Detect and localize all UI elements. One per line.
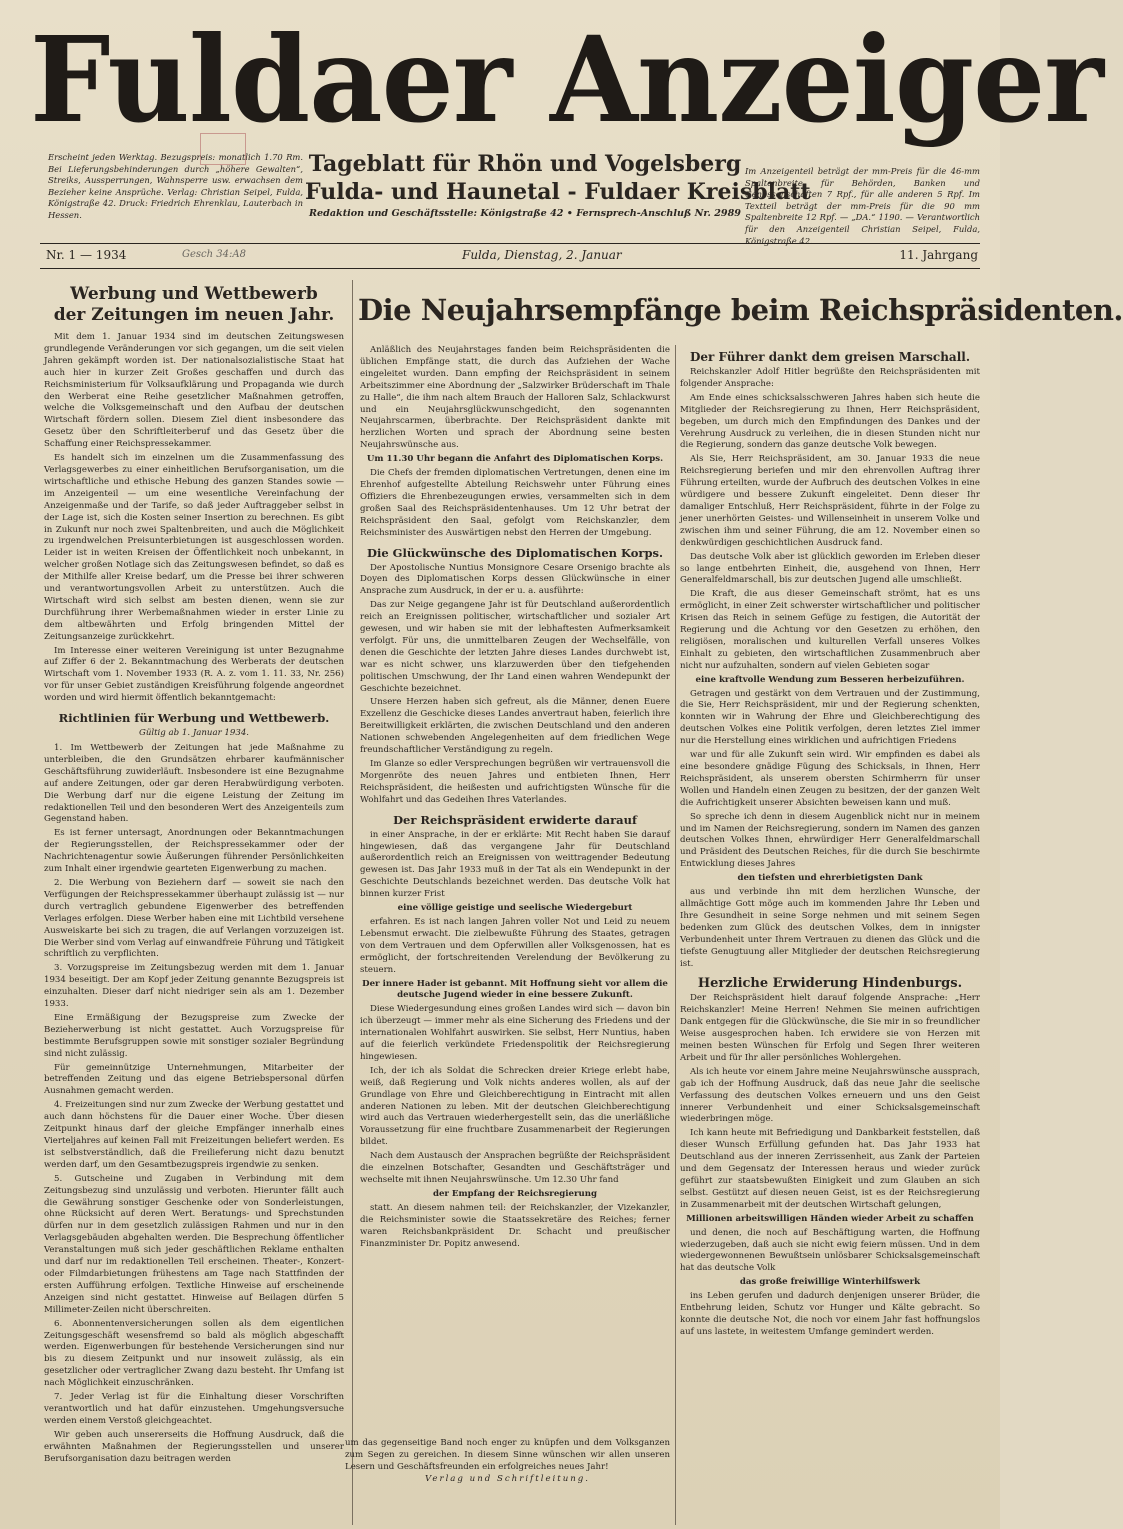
main-headline: Die Neujahrsempfänge beim Reichspräsidenten. [358, 293, 1123, 327]
pencil-note: Gesch 34:A8 [182, 249, 246, 260]
column-rule [352, 280, 353, 1525]
emphasis-line: Um 11.30 Uhr begann die Anfahrt des Diplomatischen Korps. [366, 454, 664, 465]
publisher-signature: Verlag und Schriftleitung. [424, 1473, 591, 1484]
paragraph: und denen, die noch auf Beschäftigung warten, die Hoffnung wiederzugeben, daß auch sie nicht ewig feiern müssen. Und in dem wiedergewonnenen Bewußtsein unlösbarer Schicksalsgemeinschaft hat das deutsche Volk [680, 1227, 980, 1274]
left-subhead: Richtlinien für Werbung und Wettbewerb. [58, 711, 330, 726]
subtitle-line-3: Redaktion und Geschäftsstelle: Königstraße 42 • Fernsprech-Anschluß Nr. 2989 [309, 208, 741, 219]
paragraph: Die Chefs der fremden diplomatischen Vertretungen, denen eine im Ehrenhof aufgestellte Abteilung Reichswehr unter Führung eines Offiziers die Ehrenbezeugungen erwies, versammelten sich in dem großen Saal des Reichspräsidentenhauses. Um 12 Uhr betrat der Reichspräsident den Saal, gefolgt vom Reichskanzler, dem Reichsminister des Auswärtigen nebst den Herren der Umgebung. [360, 468, 670, 538]
paragraph: So spreche ich denn in diesem Augenblick nicht nur in meinem und im Namen der Reichsregierung, sondern im Namen des ganzen deutschen Volkes Ihnen, ehrwürdiger Herr Generalfeldmarschall und Präsident des Deutschen Reiches, für die durch Sie beschirmte Entwicklung dieses Jahres [680, 811, 980, 870]
right-article-body [680, 350, 980, 1527]
emphasis-line: den tiefsten und ehrerbietigsten Dank [737, 873, 923, 884]
paragraph: Es ist ferner untersagt, Anordnungen oder Bekanntmachungen der Regierungsstellen, der Reichspressekammer oder der Nachrichtenagentur sowie Äußerungen führender Persönlichkeiten zum Inhalt einer irgendwie gearteten Eigenwerbung zu machen. [44, 828, 344, 875]
paragraph: Mit dem 1. Januar 1934 sind im deutschen Zeitungswesen grundlegende Veränderungen vor sich gegangen, um die seit vielen Jahren gekämpft worden ist. Der nationalsozialistische Staat hat auch hier in kurzer Zeit Großes geschaffen und durch das Reichsministerium für Volksaufklärung und Propaganda wie durch den Werberat eine Reihe gesetzlicher Maßnahmen getroffen, welche die Volksgemeinschaft und den Aufbau der deutschen Wirtschaft fördern sollen. Diesem Ziel dient insbesondere das Gesetz über den Schriftleiterberuf und das Gesetz über die Schaffung einer Reichspressekammer. [44, 332, 344, 450]
subtitle-line-1: Tageblatt für Rhön und Vogelsberg [308, 151, 742, 177]
dateline [42, 244, 980, 266]
paragraph: ins Leben gerufen und dadurch denjenigen unserer Brüder, die Entbehrung leiden, Schutz vor Hunger und Kälte gebracht. So konnte die deutsche Not, die noch vor einem Jahr fast hoffnungslos auf uns lastete, in weitestem Umfange gemindert werden. [680, 1291, 980, 1337]
publisher-note-text: um das gegenseitige Band noch enger zu knüpfen und dem Volksganzen zum Segen zu gereichen. In diesem Sinne wünschen wir allen unseren Lesern und Geschäftsfreunden ein erfolgreiches neues Jahr! [345, 1438, 670, 1472]
library-stamp [200, 133, 246, 165]
emphasis-line: das große freiwillige Winterhilfswerk [739, 1277, 921, 1288]
paragraph: 2. Die Werbung von Beziehern darf — soweit sie nach den Verfügungen der Reichspressekammer überhaupt zulässig ist — nur durch vertraglich gebundene Eigenwerber des betreffenden Verlages erfolgen. Diese Werber haben eine mit Lichtbild versehene Ausweiskarte bei sich zu tragen, die auf Verlangen vorzuzeigen ist. Die Werber sind vom Verlag auf einwandfreie Führung und Tätigkeit schriftlich zu verpflichten. [44, 877, 344, 960]
paragraph: Im Interesse einer weiteren Vereinigung ist unter Bezugnahme auf Ziffer 6 der 2. Bekanntmachung des Werberats der deutschen Wirtschaft vom 1. November 1933 (R. A. z. vom 1. 11. 33, Nr. 256) vor für unser Gebiet zuständigen Kreisführung folgende angeordnet worden und wird hiermit öffentlich bekanntgemacht: [44, 645, 344, 704]
paragraph: Ich, der ich als Soldat die Schrecken dreier Kriege erlebt habe, weiß, daß Regierung und Volk nichts anderes wollen, als auf der Grundlage von Ehre und Gleichberechtigung in Eintracht mit allen anderen Nationen zu leben. Mit der deutschen Gleichberechtigung wird auch das Vertrauen wiederhergestellt sein, das die unerläßliche Voraussetzung für eine fruchtbare Zusammenarbeit der Regierungen bildet. [360, 1065, 670, 1148]
paragraph: 7. Jeder Verlag ist für die Einhaltung dieser Vorschriften verantwortlich und hat dafür einzustehen. Umgehungsversuche werden einem Verstoß gleichgeachtet. [44, 1392, 344, 1426]
right-subhead: Herzliche Erwiderung Hindenburgs. [697, 976, 963, 992]
place-date: Fulda, Dienstag, 2. Januar [462, 248, 622, 262]
emphasis-line: eine kraftvolle Wendung zum Besseren herbeizuführen. [695, 674, 965, 685]
emphasis-line: eine völlige geistige und seelische Wiedergeburt [397, 903, 633, 914]
column-rule [675, 345, 676, 1525]
paragraph: war und für alle Zukunft sein wird. Wir empfinden es dabei als eine besondere gnädige Fügung des Schicksals, in Ihnen, Herr Reichspräsident, als unserem obersten Schirmherrn für unser Wollen und Handeln einen Zeugen zu besitzen, der der ganzen Welt die Aufrichtigkeit unserer Absichten beweisen kann und muß. [680, 750, 980, 808]
left-article-body [44, 332, 344, 1527]
paragraph: 6. Abonnentenversicherungen sollen als dem eigentlichen Zeitungsgeschäft wesensfremd so bald als möglich abgeschafft werden. Eigenwerbungen für bestehende Versicherungen sind nur bis zu diesem Zeitpunkt und nur insoweit zulässig, als ein gesetzlicher oder vertraglicher Zwang dazu besteht. Ihr Umfang ist nach Möglichkeit einzuschränken. [44, 1318, 344, 1389]
paragraph: aus und verbinde ihn mit dem herzlichen Wunsche, der allmächtige Gott möge auch im kommenden Jahre Ihr Leben und Ihre Gesundheit in seine Sorge nehmen und mit seinem Segen bedenken zum Glück des deutschen Volkes, dem in innigster Verbundenheit unter Ihrem Vertrauen zu dienen das Glück und die tiefste Genugtuung aller Mitglieder der deutschen Reichsregierung ist. [680, 887, 980, 969]
paragraph: 4. Freizeitungen sind nur zum Zwecke der Werbung gestattet und auch dann höchstens für die Dauer einer Woche. Über diesen Zeitpunkt hinaus darf der gleiche Empfänger innerhalb eines Vierteljahres auf keinen Fall mit Freizeitungen beliefert werden. Es ist selbstverständlich, daß die Freilieferung nicht dazu benutzt werden darf, um den Gesamtbezugspreis irgendwie zu senken. [44, 1100, 344, 1170]
paragraph: 3. Vorzugspreise im Zeitungsbezug werden mit dem 1. Januar 1934 beseitigt. Der am Kopf jeder Zeitung genannte Bezugspreis ist einzuhalten. Dieser darf nicht niedriger sein als am 1. Dezember 1933. [44, 963, 344, 1010]
masthead-subtitle [305, 150, 811, 222]
paragraph: Unsere Herzen haben sich gefreut, als die Männer, denen Euere Exzellenz die Geschicke dieses Landes anvertraut haben, feierlich ihre Bereitwilligkeit erklärten, die zwischen Deutschland und den anderen Nationen schwebenden Angelegenheiten auf dem friedlichen Wege freundschaftlicher Verständigung zu regeln. [360, 697, 670, 756]
paragraph: 5. Gutscheine und Zugaben in Verbindung mit dem Zeitungsbezug sind unzulässig und verboten. Hierunter fällt auch die Gewährung sonstiger Geschenke oder von Sonderleistungen, ohne Rücksicht auf deren Wert. Beratungs- und Sprechstunden dürfen nur in dem gesetzlich zulässigen Rahmen und nur in den Verlagsgebäuden abgehalten werden. Die Besprechung öffentlicher Veranstaltungen muß sich jeder geschäftlichen Reklame enthalten und darf nur im redaktionellen Teil erscheinen. Theater-, Konzert- oder Filmdarbietungen frühestens am Tage nach Stattfinden der ersten Aufführung erfolgen. Textliche Hinweise auf erscheinende Anzeigen sind nicht gestattet. Hinweise auf Beilagen dürfen 5 Millimeter-Zeilen nicht überschreiten. [44, 1173, 344, 1315]
paragraph: Im Glanze so edler Versprechungen begrüßen wir vertrauensvoll die Morgenröte des neuen Jahres und entbieten Ihnen, Herr Reichspräsident, die heißesten und aufrichtigsten Wünsche für die Wohlfahrt und das Gedeihen Ihres Vaterlandes. [360, 759, 670, 805]
left-subhead-note: Gültig ab 1. Januar 1934. [138, 728, 250, 739]
paragraph: Für gemeinnützige Unternehmungen, Mitarbeiter der betreffenden Zeitung und das eigene Betriebspersonal dürfen Ausnahmen gemacht werden. [44, 1062, 344, 1097]
paragraph: in einer Ansprache, in der er erklärte: Mit Recht haben Sie darauf hingewiesen, daß das vergangene Jahr für Deutschland außerordentlich reich an Ereignissen von weittragender Bedeutung gewesen ist. Das Jahr 1933 muß in der Tat als ein Wendepunkt in der Geschichte Deutschlands bezeichnet werden. Das deutsche Volk hat binnen kurzer Frist [360, 829, 670, 900]
paragraph: Das deutsche Volk aber ist glücklich geworden im Erleben dieser so lange entbehrten Einheit, die, ausgehend von Ihnen, Herr Generalfeldmarschall, bis zur deutschen Jugend alle umschließt. [680, 551, 980, 586]
bottom-rule [40, 268, 980, 269]
left-headline [44, 284, 344, 326]
publisher-note [345, 1438, 670, 1486]
paragraph: Am Ende eines schicksalsschweren Jahres haben sich heute die Mitglieder der Reichsregierung zu Ihnen, Herr Reichspräsident, begeben, um durch mich den Empfindungen des Dankes und der Verehrung Ausdruck zu verleihen, die in diesen Stunden nicht nur die Regierung, sondern das ganze deutsche Volk bewegen. [680, 392, 980, 451]
paragraph: Der Reichspräsident hielt darauf folgende Ansprache: „Herr Reichskanzler! Meine Herren! Nehmen Sie meinen aufrichtigen Dank entgegen für die Glückwünsche, die Sie mir in so freundlicher Weise ausgesprochen haben. Ich erwidere sie von Herzen mit meinen besten Wünschen für Erfolg und Segen Ihrer weiteren Arbeit und für Ihr aller persönliches Wohlergehen. [680, 993, 980, 1063]
paragraph: Diese Wiedergesundung eines großen Landes wird sich — davon bin ich überzeugt — immer mehr als eine Sicherung des Friedens und der internationalen Wohlfahrt auswirken. Sie selbst, Herr Nuntius, haben auf die feierlich verkündete Friedenspolitik der Reichsregierung hingewiesen. [360, 1004, 670, 1062]
paragraph: statt. An diesem nahmen teil: der Reichskanzler, der Vizekanzler, die Reichsminister sowie die Staatssekretäre des Reiches; ferner waren Reichsbankpräsident Dr. Schacht und preußischer Finanzminister Dr. Popitz anwesend. [360, 1202, 670, 1249]
paragraph: Das zur Neige gegangene Jahr ist für Deutschland außerordentlich reich an Ereignissen politischer, wirtschaftlicher und sozialer Art gewesen, und wir haben sie mit der lebhaftesten Aufmerksamkeit verfolgt. Für uns, die unmittelbaren Zeugen der Wechselfälle, von denen die Geschichte der letzten Jahre dieses Landes durchwebt ist, war es nicht schwer, uns klarzuwerden über den tiefgehenden politischen Umschwung, der Ihr Land einen wahren Wendepunkt der Geschichte bezeichnet. [360, 600, 670, 694]
middle-subhead-2: Der Reichspräsident erwiderte darauf [393, 812, 637, 827]
emphasis-line: Millionen arbeitswilligen Händen wieder Arbeit zu schaffen [686, 1213, 974, 1224]
paragraph: 1. Im Wettbewerb der Zeitungen hat jede Maßnahme zu unterbleiben, die den Grundsätzen ehrbarer kaufmännischer Geschäftsführung zuwiderläuft. Insbesondere ist eine Bezugnahme auf andere Zeitungen, oder gar deren Herabwürdigung verboten. Die Werbung darf nur die eigene Leistung der Zeitung im redaktionellen Teil und den besonderen Wert des Anzeigenteils zum Gegenstand haben. [44, 743, 344, 825]
paragraph: Als Sie, Herr Reichspräsident, am 30. Januar 1933 die neue Reichsregierung beriefen und mir den ehrenvollen Auftrag ihrer Führung erteilten, wurde der Aufbruch des deutschen Volkes in eine würdigere und bessere Zukunft eingeleitet. Denn dieser Ihr damaliger Entschluß, Herr Reichspräsident, führte in der Folge zu jener unerhörten Geistes- und Willenseinheit in unserem Volke und zwischen ihm und seiner Führung, die am 12. November einen so denkwürdigen geschichtlichen Ausdruck fand. [680, 454, 980, 548]
left-headline-line-1: Werbung und Wettbewerb [70, 284, 318, 304]
volume: 11. Jahrgang [899, 248, 978, 262]
middle-article-body [360, 345, 670, 1430]
paragraph: Als ich heute vor einem Jahre meine Neujahrswünsche aussprach, gab ich der Hoffnung Ausdruck, daß das neue Jahr die seelische Verfassung des deutschen Volkes erneuern und uns den Geist innerer Verbundenheit und einer Schicksalsgemeinschaft wiederbringen möge. [680, 1066, 980, 1125]
paragraph: Getragen und gestärkt von dem Vertrauen und der Zustimmung, die Sie, Herr Reichspräsident, mir und der Regierung schenkten, konnten wir in Wahrung der Ehre und Gleichberechtigung des deutschen Volkes eine Politik verfolgen, deren letztes Ziel immer nur die Herstellung eines wirklichen und aufrichtigen Friedens [680, 688, 980, 747]
advertising-info: Im Anzeigenteil beträgt der mm-Preis für die 46-mm Spaltenbreite für Behörden, Banken und Genossenschaften 7 Rpf., für alle anderen 5 Rpf. Im Textteil beträgt der mm-Preis für die 90 mm Spaltenbreite 12 Rpf. — „DA.“ 1190. — Verantwortlich für den Anzeigenteil Christian Seipel, Fulda, Königstraße 42. [745, 166, 980, 246]
paragraph: Reichskanzler Adolf Hitler begrüßte den Reichspräsidenten mit folgender Ansprache: [680, 367, 980, 389]
paragraph: Der Apostolische Nuntius Monsignore Cesare Orsenigo brachte als Doyen des Diplomatischen Korps dessen Glückwünsche in einer Ansprache zum Ausdruck, in der er u. a. ausführte: [360, 562, 670, 597]
paragraph: Ich kann heute mit Befriedigung und Dankbarkeit feststellen, daß dieser Wunsch Erfüllung gefunden hat. Das Jahr 1933 hat Deutschland aus der inneren Zerrissenheit, aus Zank der Parteien und dem Gegensatz der Interessen heraus und wieder zurück geführt zur staatsbewußten Einigkeit und zum Glauben an sich selbst. Gestützt auf diesen neuen Geist, ist es der Reichsregierung in Zusammenarbeit mit der deutschen Wirtschaft gelungen, [680, 1128, 980, 1210]
paragraph: Wir geben auch unsererseits die Hoffnung Ausdruck, daß die erwähnten Maßnahmen der Regierungsstellen und unserer Berufsorganisation dazu beitragen werden [44, 1429, 344, 1464]
paragraph: Die Kraft, die aus dieser Gemeinschaft strömt, hat es uns ermöglicht, in einer Zeit schwerster wirtschaftlicher und politischer Krisen das Reich in seinem Gefüge zu festigen, die Autorität der Regierung und die Achtung vor den Gesetzen zu erhöhen, den religiösen, moralischen und kulturellen Verfall unseres Volkes Einhalt zu gebieten, den wirtschaftlichen Zusammenbruch aber nicht nur aufzuhalten, sondern auf vielen Gebieten sogar [680, 589, 980, 671]
subtitle-line-2: Fulda- und Haunetal - Fuldaer Kreisblatt [305, 179, 811, 205]
issue-number: Nr. 1 — 1934 [46, 248, 127, 262]
left-headline-line-2: der Zeitungen im neuen Jahr. [53, 305, 335, 325]
emphasis-line: Der innere Hader ist gebannt. Mit Hoffnung sieht vor allem die deutsche Jugend wieder in eine bessere Zukunft. [362, 978, 668, 1001]
paragraph: Anläßlich des Neujahrstages fanden beim Reichspräsidenten die üblichen Empfänge statt, die durch das Aufziehen der Wache eingeleitet wurden. Dann empfing der Reichspräsident in seinem Arbeitszimmer eine Abordnung der „Salzwirker Brüderschaft im Thale zu Halle“, die ihm nach altem Brauch der Halloren Salz, Schlackwurst und ein Neujahrsglückwunschgedicht, den sogenannten Neujahrscarmen, überbrachte. Der Reichspräsident dankte mit herzlichen Worten und sprach der Abordnung seine besten Neujahrswünsche aus. [360, 345, 670, 451]
paragraph: erfahren. Es ist nach langen Jahren voller Not und Leid zu neuem Lebensmut erwacht. Die zielbewußte Führung des Staates, getragen von dem Vertrauen und dem Opferwillen aller Volksgenossen, hat es ermöglicht, der fortschreitenden Verelendung der Bevölkerung zu steuern. [360, 916, 670, 975]
masthead-title: Fuldaer Anzeiger [30, 10, 1103, 149]
emphasis-line: der Empfang der Reichsregierung [432, 1188, 598, 1199]
paragraph: Eine Ermäßigung der Bezugspreise zum Zwecke der Bezieherwerbung ist nicht gestattet. Auch Vorzugspreise für bestimmte Berufsgruppen sowie mit sonstiger sozialer Begründung sind nicht zulässig. [44, 1012, 344, 1059]
paragraph: Es handelt sich im einzelnen um die Zusammenfassung des Verlagsgewerbes zu einer einheitlichen Berufsorganisation, um die wirtschaftliche und ethische Hebung des ganzen Standes sowie — im Anzeigenteil — um eine wesentliche Vereinfachung der Anzeigenmaße und der Tarife, so daß jeder Auftraggeber selbst in der Lage ist, sich die Kosten seiner Insertion zu berechnen. Es gibt in Zukunft nur noch zwei Spaltenbreiten, und auch die Möglichkeit zu irgendwelchen Preisunterbietungen ist ausgeschlossen worden. Leider ist in weiten Kreisen der Öffentlichkeit noch unbekannt, in welcher großen Notlage sich das Zeitungswesen befindet, so daß es der Mithilfe aller Kreise bedarf, um die Presse bei ihrer schweren und verantwortungsvollen Arbeit zu unterstützen. Auch die Wirtschaft wird sich selbst am besten dienen, wenn sie zur Durchführung ihrer Werbemaßnahmen wieder in erster Linie zu dem altbewährten und Erfolg bringenden Mittel der Zeitungsanzeige zurückkehrt. [44, 453, 344, 642]
right-headline: Der Führer dankt dem greisen Marschall. [689, 350, 971, 364]
middle-subhead-1: Die Glückwünsche des Diplomatischen Korps. [366, 545, 664, 560]
subscription-info: Erscheint jeden Werktag. Bezugspreis: monatlich 1.70 Rm. Bei Lieferungsbehinderungen durch „höhere Gewalten“, Streiks, Aussperrungen, Wahnsperre usw. erwachsen dem Bezieher keine Ansprüche. Verlag: Christian Seipel, Fulda, Königstraße 42. Druck: Friedrich Ehrenklau, Lauterbach in Hessen. [48, 152, 303, 220]
paragraph: Nach dem Austausch der Ansprachen begrüßte der Reichspräsident die einzelnen Botschafter, Gesandten und Geschäftsträger und wechselte mit ihnen Neujahrswünsche. Um 12.30 Uhr fand [360, 1151, 670, 1185]
